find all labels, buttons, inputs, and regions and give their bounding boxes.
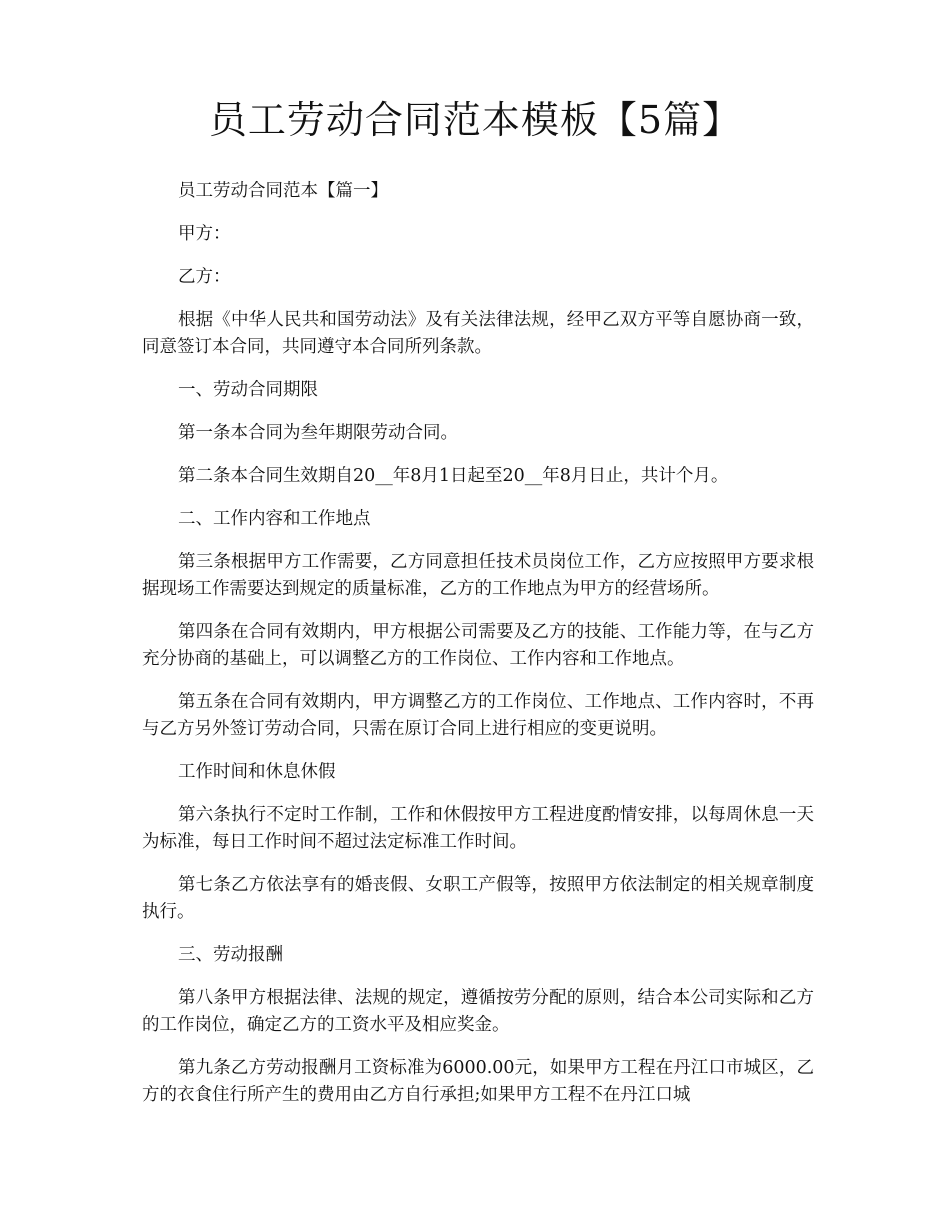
section-heading-remuneration: 三、劳动报酬 xyxy=(178,945,283,965)
party-a-line: 甲方： xyxy=(178,224,231,244)
preamble-paragraph: 根据《中华人民共和国劳动法》及有关法律法规，经甲乙双方平等自愿协商一致，同意签订本合同，共同遵守本合同所列条款。 xyxy=(142,310,814,357)
document-title: 员工劳动合同范本模板【5篇】 xyxy=(208,98,742,142)
article-8: 第八条甲方根据法律、法规的规定，遵循按劳分配的原则，结合本公司实际和乙方的工作岗位，确定乙方的工资水平及相应奖金。 xyxy=(142,988,814,1035)
section-heading-work-content: 二、工作内容和工作地点 xyxy=(178,509,371,529)
article-2: 第二条本合同生效期自20__年8月1日起至20__年8月日止，共计个月。 xyxy=(178,466,729,486)
article-5: 第五条在合同有效期内，甲方调整乙方的工作岗位、工作地点、工作内容时，不再与乙方另外签订劳动合同，只需在原订合同上进行相应的变更说明。 xyxy=(142,692,814,739)
article-1: 第一条本合同为叁年期限劳动合同。 xyxy=(178,423,458,443)
section-heading-working-hours: 工作时间和休息休假 xyxy=(178,762,336,782)
article-7: 第七条乙方依法享有的婚丧假、女职工产假等，按照甲方依法制定的相关规章制度执行。 xyxy=(142,875,814,922)
article-6: 第六条执行不定时工作制，工作和休假按甲方工程进度酌情安排，以每周休息一天为标准，每日工作时间不超过法定标准工作时间。 xyxy=(142,805,814,852)
section-heading-contract-term: 一、劳动合同期限 xyxy=(178,380,318,400)
article-3: 第三条根据甲方工作需要，乙方同意担任技术员岗位工作，乙方应按照甲方要求根据现场工作需要达到规定的质量标准，乙方的工作地点为甲方的经营场所。 xyxy=(142,552,814,599)
party-b-line: 乙方： xyxy=(178,267,231,287)
article-4: 第四条在合同有效期内，甲方根据公司需要及乙方的技能、工作能力等，在与乙方充分协商的基础上，可以调整乙方的工作岗位、工作内容和工作地点。 xyxy=(142,622,814,669)
article-9: 第九条乙方劳动报酬月工资标准为6000.00元，如果甲方工程在丹江口市城区，乙方的衣食住行所产生的费用由乙方自行承担;如果甲方工程不在丹江口城 xyxy=(142,1058,814,1105)
section-heading-part-one: 员工劳动合同范本【篇一】 xyxy=(178,181,388,201)
document-body xyxy=(142,178,814,1125)
